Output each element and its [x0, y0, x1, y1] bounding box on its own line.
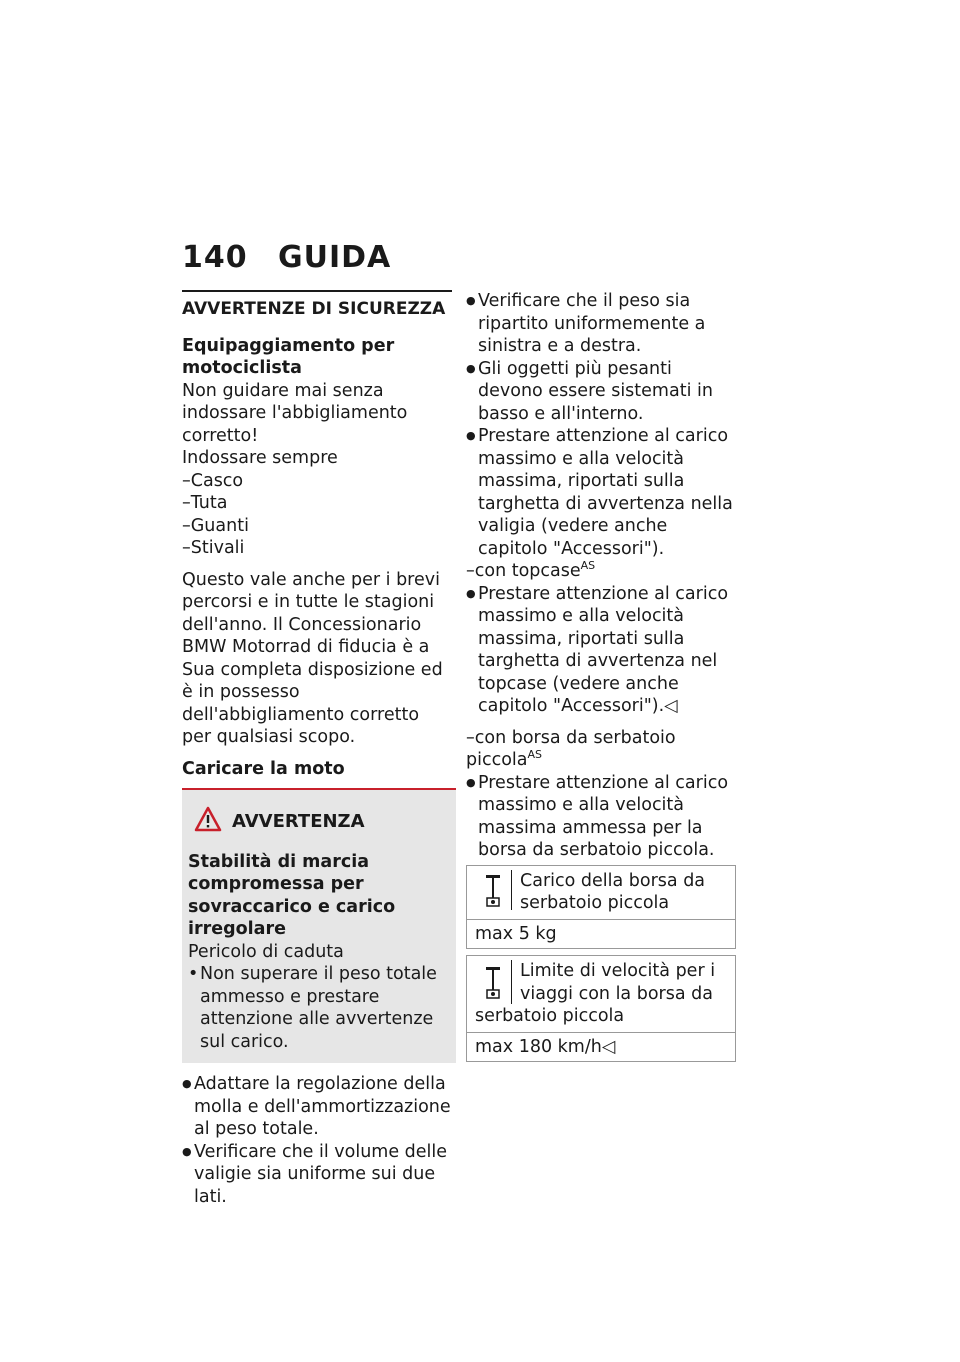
paragraph: Indossare sempre [182, 448, 338, 468]
spec-label: Limite di velocità per i viaggi con la borsa da serbatoio piccola [475, 961, 716, 1026]
list-item: ● Prestare attenzione al carico massimo e alla velocità massima ammessa per la borsa da serbatoio piccola. [466, 772, 736, 862]
list-item: ● Prestare attenzione al carico massimo e alla velocità massima, riportati sulla targhetta di avvertenza nella valigia (vedere anche capitolo "Accessori"). [466, 425, 736, 560]
tankbag-load-icon [475, 870, 512, 910]
right-column [466, 290, 736, 1062]
spec-value: max 5 kg [475, 923, 557, 944]
list-item: ● Verificare che il peso sia ripartito uniformemente a sinistra e a destra. [466, 290, 736, 358]
tankbag-label: –con borsa da serbatoio piccola$^{AS}$ [466, 727, 676, 770]
spec-header [467, 956, 735, 1033]
tankbag-speed-icon [475, 960, 512, 1004]
list-item: –Guanti [182, 515, 249, 536]
spec-label: Carico della borsa da serbatoio piccola [520, 870, 706, 913]
warning-label: AVVERTENZA [232, 811, 365, 832]
warning-box [182, 788, 456, 1063]
subsection-title-loading: Caricare la moto [182, 758, 345, 779]
spec-table-load [466, 865, 736, 950]
list-item: –Stivali [182, 538, 245, 558]
superscript-as: AS [580, 559, 596, 573]
page-header [182, 240, 391, 275]
warning-bullet: • Non superare il peso totale ammesso e prestare attenzione alle avvertenze sul carico. [188, 963, 450, 1053]
list-item: –Tuta [182, 493, 228, 513]
spec-value: max 180 km/h◁ [475, 1036, 616, 1057]
list-item: ● Adattare la regolazione della molla e dell'ammortizzazione al peso totale. [182, 1073, 452, 1141]
section-title: AVVERTENZE DI SICUREZZA [182, 290, 452, 325]
spec-header [467, 866, 735, 920]
warning-triangle-icon [194, 806, 222, 839]
list-item: ● Verificare che il volume delle valigie sia uniforme sui due lati. [182, 1141, 452, 1209]
warning-title: Stabilità di marcia compromessa per sovraccarico e carico irregolare [188, 851, 396, 939]
paragraph: Questo vale anche per i brevi percorsi e in tutte le stagioni dell'anno. Il Concessionario BMW Motorrad di fiducia è a Sua completa disposizione ed è in possesso dell'abbigliamento corretto per qualsiasi scopo. [182, 569, 443, 747]
list-item: ● Prestare attenzione al carico massimo e alla velocità massima, riportati sulla targhetta di avvertenza nel topcase (vedere anche capitolo "Accessori").◁ [466, 583, 736, 718]
superscript-as: AS [527, 748, 543, 762]
spec-table-speed [466, 955, 736, 1062]
warning-text: Pericolo di caduta [188, 941, 344, 962]
warning-header [188, 806, 450, 839]
left-column [182, 290, 452, 1208]
list-item: ● Gli oggetti più pesanti devono essere sistemati in basso e all'interno. [466, 358, 736, 426]
subsection-title-equipment: Equipaggiamento per motociclista [182, 335, 395, 378]
page-number: 140 [182, 240, 248, 275]
topcase-label: –con topcase$^{AS}$ [466, 559, 596, 581]
paragraph: Non guidare mai senza indossare l'abbigliamento corretto! [182, 380, 408, 446]
chapter-title: GUIDA [278, 240, 392, 275]
list-item: –Casco [182, 470, 244, 491]
